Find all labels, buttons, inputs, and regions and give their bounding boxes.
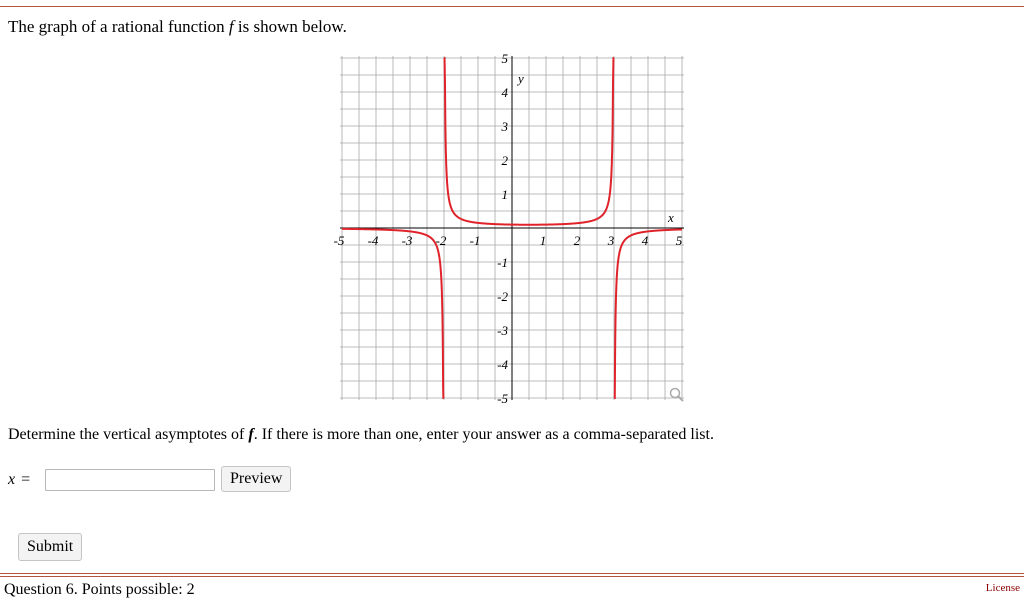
y-tick-label: 4 [501,85,508,100]
y-tick-label: -5 [497,391,508,406]
x-tick-label: 3 [607,233,615,248]
axes [340,56,684,400]
answer-variable-label: x = [8,471,31,488]
footer-divider-2 [0,576,1024,577]
x-tick-label: -1 [469,233,481,248]
x-tick-label: -2 [435,233,447,248]
x-tick-label: 4 [641,233,649,248]
y-tick-label: 1 [501,187,508,202]
top-divider [0,6,1024,7]
y-tick-label: 3 [501,119,508,134]
x-tick-label: 2 [573,233,581,248]
submit-button[interactable]: Submit [18,533,82,561]
question-points: Question 6. Points possible: 2 [4,581,195,598]
license-link[interactable]: License [985,582,1020,594]
answer-input[interactable] [45,469,215,491]
y-tick-label: -3 [497,323,508,338]
answer-row [8,467,215,493]
rational-function-graph [333,51,688,406]
question-prompt: Determine the vertical asymptotes of f. If there is more than one, enter your answer as a comma-separated list. [8,426,714,443]
magnifier-icon[interactable] [671,389,684,402]
footer-divider [0,573,1024,574]
x-axis-label: x [668,210,674,225]
y-tick-label: -4 [497,357,508,372]
preview-button[interactable]: Preview [221,466,291,492]
x-tick-label: -3 [401,233,413,248]
x-tick-label: -5 [333,233,345,248]
y-tick-label: 2 [501,153,508,168]
x-tick-label: 1 [539,233,547,248]
y-tick-label: 5 [501,51,508,66]
y-tick-label: -2 [497,289,508,304]
y-tick-label: -1 [497,255,508,270]
question-intro: The graph of a rational function f is shown below. [8,17,347,36]
x-tick-label: -4 [367,233,379,248]
y-axis-label: y [518,71,524,86]
x-tick-label: 5 [675,233,683,248]
